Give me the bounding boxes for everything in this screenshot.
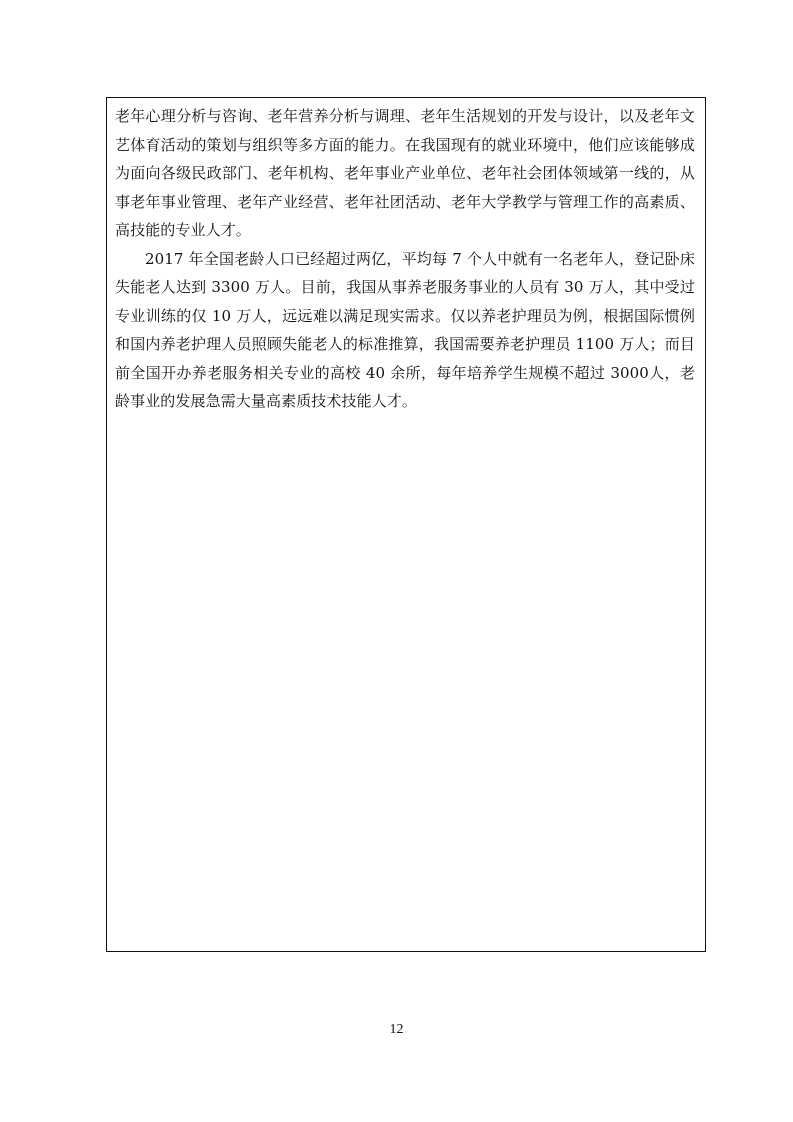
content-table-cell xyxy=(106,97,706,952)
page-number: 12 xyxy=(389,1022,404,1037)
body-text xyxy=(115,102,695,416)
paragraph-statistics: 2017 年全国老龄人口已经超过两亿，平均每 7 个人中就有一名老年人，登记卧床失能老人达到 3300 万人。目前，我国从事养老服务事业的人员有 30 万人，其中受过专业训练的仅 10 万人，远远难以满足现实需求。仅以养老护理员为例，根据国际惯例和国内养老护理人员照顾失能老人的标准推算，我国需要养老护理员 1100 万人；而目前全国开办养老服务相关专业的高校 40 余所，每年培养学生规模不超过 3000人，老龄事业的发展急需大量高素质技术技能人才。 xyxy=(115,249,695,410)
paragraph-continuation: 老年心理分析与咨询、老年营养分析与调理、老年生活规划的开发与设计，以及老年文艺体育活动的策划与组织等多方面的能力。在我国现有的就业环境中，他们应该能够成为面向各级民政部门、老年机构、老年事业产业单位、老年社会团体领域第一线的，从事老年事业管理、老年产业经营、老年社团活动、老年大学教学与管理工作的高素质、高技能的专业人才。 xyxy=(115,107,695,239)
